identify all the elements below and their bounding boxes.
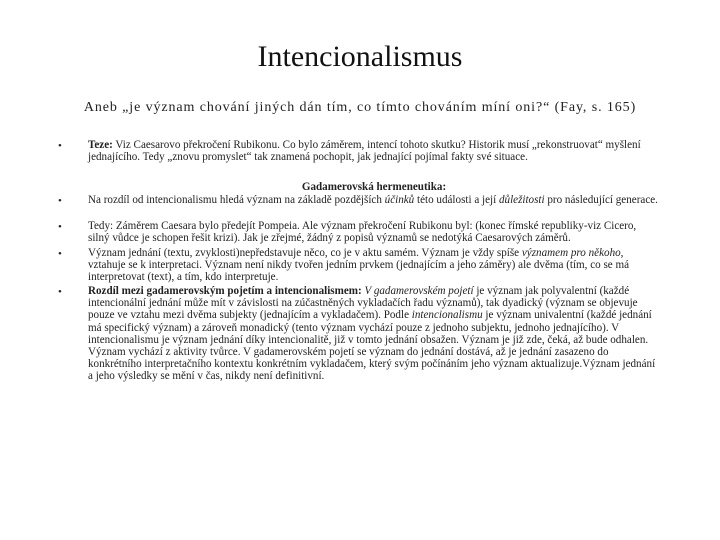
bullet-point4: • bbox=[58, 286, 62, 298]
point1-part3: pro následující generace. bbox=[544, 194, 658, 206]
bullet-teze: • bbox=[58, 140, 62, 152]
point1-part2: této události a její bbox=[414, 194, 499, 206]
point1-italic1: účinků bbox=[384, 194, 415, 206]
point1-italic2: důležitosti bbox=[498, 194, 545, 206]
point4-part1: je význam jak polyvalentní (každé intencionální jednání může mít v závislosti na zúčastněných vykladačích řadu významů), tak dyadický (význam se objevuje pouze ve vztahu mezi dvěma subjekty (jednajícím a vykladačem). Podle bbox=[88, 285, 638, 322]
teze-label: Teze: bbox=[88, 139, 113, 151]
point4-italic1: V gadamerovském pojetí bbox=[361, 285, 474, 297]
point3-part2: vztahuje se k interpretaci. Význam není nikdy tvořen jedním prvkem (jednajícím a jeho záměry) ale dvěma (tím, co se má interpretovat (text), a tím, kdo interpretuje. bbox=[88, 259, 630, 284]
point2-text: Tedy: Záměrem Caesara bylo předejít Pompeia. Ale význam překročení Rubikonu byl: (konec římské republiky-viz Cicero, silný vůdce je schopen řešit krizi). Jak je zřejmé, žádný z popisů významů se nedotýká Caesarových záměrů. bbox=[88, 220, 637, 245]
teze-paragraph bbox=[88, 139, 660, 163]
point2-paragraph bbox=[88, 220, 660, 244]
point3-part1: Význam jednání (textu, zvyklosti)nepředstavuje něco, co je v aktu samém. Význam je vždy spíše bbox=[88, 247, 522, 259]
point1-paragraph bbox=[88, 194, 660, 206]
point4-bold: Rozdíl mezi gadamerovským pojetím a intencionalismem: bbox=[88, 285, 362, 297]
point3-italic1: významem pro někoho, bbox=[521, 247, 624, 259]
point4-part2: je význam univalentní (každé jednání má specifický význam) a zároveň monadický (tento význam vychází pouze z jednoho subjektu, jednoho jednajícího). V intencionalismu je význam jednání díky intencionalitě, již v tomto jednání obsažen. Význam je již zde, čeká, až bude odhalen. Význam vychází z aktivity tvůrce. V gadamerovském pojetí se význam do jednání dostává, až je jednání zasazeno do konkrétního interpretačního kontextu konkrétním vykladačem, který svým počínáním jeho význam aktualizuje.Význam jednání a jeho výsledky se mění v čas, nikdy není definitivní. bbox=[88, 309, 656, 383]
point4-paragraph bbox=[88, 285, 660, 383]
point4-italic2: intencionalismu bbox=[411, 309, 483, 322]
slide-subtitle: Aneb „je význam chování jiných dán tím, co tímto chováním míní oni?“ (Fay, s. 165) bbox=[83, 100, 637, 115]
slide-title: Intencionalismus bbox=[257, 40, 463, 73]
point1-part1: Na rozdíl od intencionalismu hledá význam na základě pozdějších bbox=[88, 194, 385, 206]
bullet-point3: • bbox=[58, 248, 62, 260]
bullet-point1: • bbox=[58, 195, 62, 207]
gadamer-heading: Gadamerovská hermeneutika: bbox=[301, 181, 447, 193]
teze-text: Viz Caesarovo překročení Rubikonu. Co bylo záměrem, intencí tohoto skutku? Historik musí „rekonstruovat“ myšlení jednajícího. Tedy „znovu promyslet“ tak znamená pochopit, jak jednající pojímal fakty své situace. bbox=[88, 139, 641, 164]
point3-paragraph bbox=[88, 247, 660, 284]
bullet-point2: • bbox=[58, 221, 62, 233]
